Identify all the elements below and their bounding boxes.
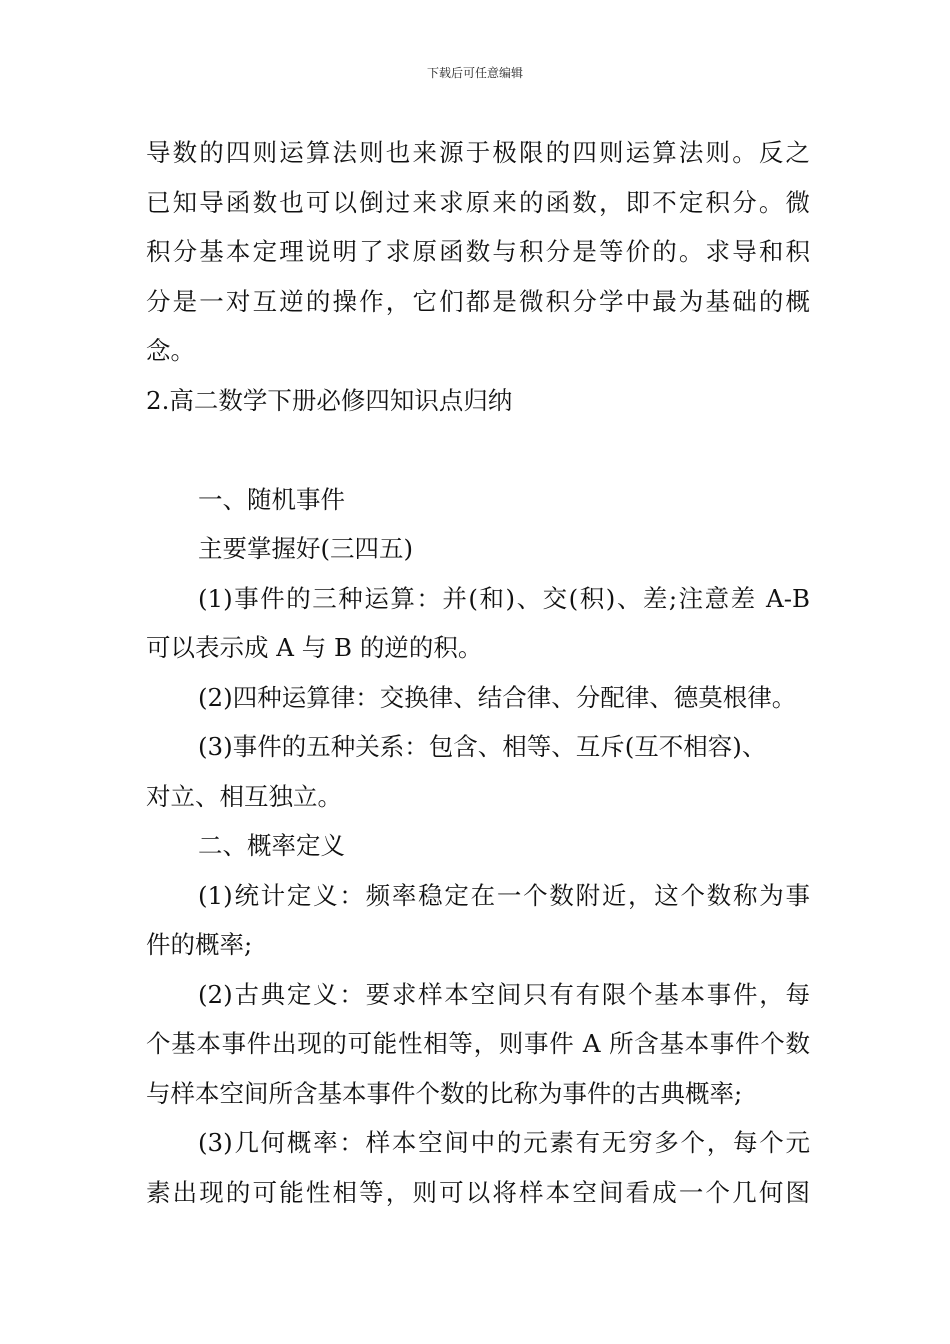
section-heading: 2.高二数学下册必修四知识点归纳: [146, 385, 513, 415]
text-line: 分是一对互逆的操作，它们都是微积分学中最为基础的概: [146, 286, 810, 316]
subsection-heading: 二、概率定义: [198, 831, 345, 860]
document-body: [146, 128, 810, 1217]
text-line: 主要掌握好(三四五): [198, 534, 414, 563]
text-line: (2)古典定义：要求样本空间只有有限个基本事件，每: [198, 979, 810, 1009]
text-line: (3)几何概率：样本空间中的元素有无穷多个，每个元: [198, 1128, 810, 1157]
text-line: (1)统计定义：频率稳定在一个数附近，这个数称为事: [198, 880, 810, 910]
text-line: 导数的四则运算法则也来源于极限的四则运算法则。反之: [146, 138, 810, 167]
text-line: 个基本事件出现的可能性相等，则事件 A 所含基本事件个数: [146, 1029, 810, 1058]
text-line: (3)事件的五种关系：包含、相等、互斥(互不相容)、: [198, 732, 767, 761]
text-line: 可以表示成 A 与 B 的逆的积。: [146, 633, 483, 662]
text-line: (2)四种运算律：交换律、结合律、分配律、德莫根律。: [198, 682, 797, 712]
text-line: 件的概率;: [146, 930, 253, 959]
page-header-note: 下载后可任意编辑: [426, 66, 523, 80]
text-line: 对立、相互独立。: [146, 781, 342, 811]
text-line: 素出现的可能性相等，则可以将样本空间看成一个几何图: [146, 1177, 810, 1207]
text-line: 已知导函数也可以倒过来求原来的函数，即不定积分。微: [146, 187, 810, 217]
text-line: 积分基本定理说明了求原函数与积分是等价的。求导和积: [146, 237, 810, 266]
text-line: 与样本空间所含基本事件个数的比称为事件的古典概率;: [146, 1078, 743, 1108]
blank-line: [146, 425, 810, 475]
text-line: (1)事件的三种运算：并(和)、交(积)、差;注意差 A-B: [198, 583, 810, 613]
text-line: 念。: [146, 336, 195, 365]
subsection-heading: 一、随机事件: [198, 484, 345, 514]
